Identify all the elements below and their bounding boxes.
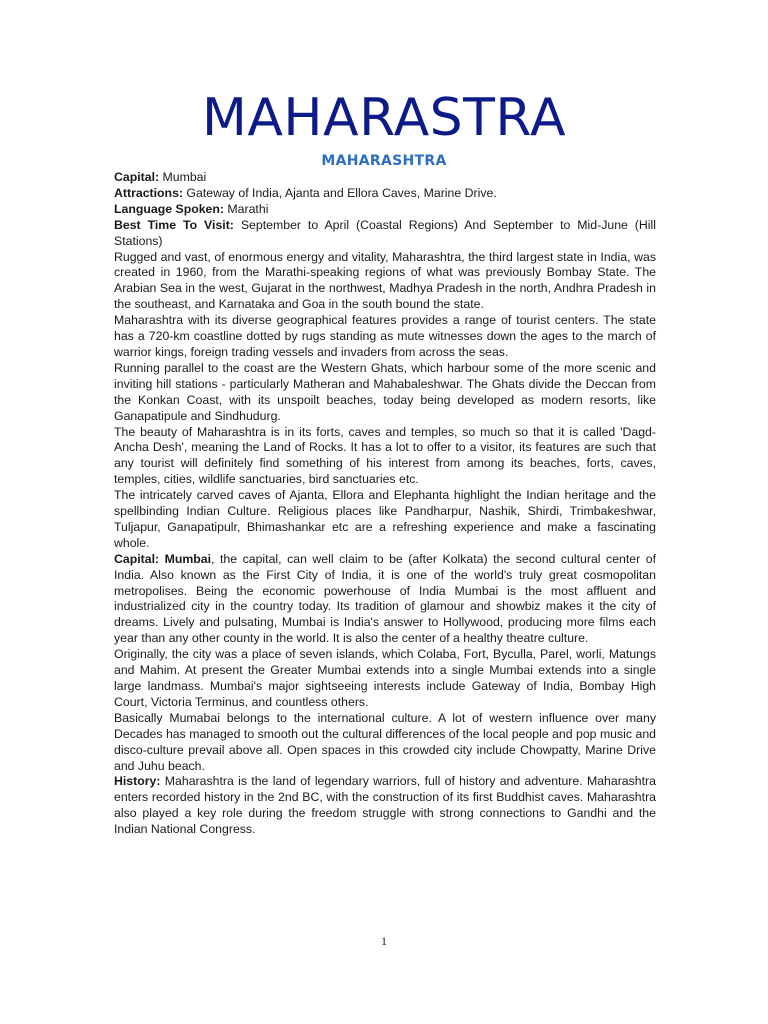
paragraph: Rugged and vast, of enormous energy and vitality, Maharashtra, the third largest state in India, was created in 1960, from the Marathi-speaking regions of what was previously Bombay State. The Arabian Sea in the west, Gujarat in the northwest, Madhya Pradesh in the north, Andhra Pradesh in the southeast, and Karnataka and Goa in the south bound the state. [114, 249, 656, 312]
fact-value: Marathi [224, 201, 269, 216]
paragraph: Basically Mumabai belongs to the international culture. A lot of western influence over many Decades has managed to smooth out the cultural differences of the local people and pop music and disco-culture prevail above all. Open spaces in this crowded city include Chowpatty, Marine Drive and Juhu beach. [114, 710, 656, 773]
page-title: MAHARASTRA [201, 88, 567, 148]
capital-text: , the capital, can well claim to be (after Kolkata) the second cultural center of India. Also known as the First City of India, it is one of the world's truly great cosmopolitan metropolises. Being the economic powerhouse of India Mumbai is the most affluent and industrialized city in the country today. Its tradition of glamour and showbiz makes it the city of dreams. Lively and pulsating, Mumbai is India's answer to Hollywood, producing more films each year than any other county in the world. It is also the center of a healthy theatre culture. [114, 551, 656, 646]
page-subtitle: MAHARASHTRA [321, 153, 447, 169]
fact-label: Capital: [114, 170, 160, 184]
history-text: Maharashtra is the land of legendary warriors, full of history and adventure. Maharashtra enters recorded history in the 2nd BC, with the construction of its first Buddhist caves. Maharashtra also played a key role during the freedom struggle with strong connections to Gandhi and the Indian National Congress. [114, 774, 656, 837]
fact-value: Mumbai [159, 170, 207, 184]
fact-label: Attractions: [114, 185, 184, 200]
fact-label: Best Time To Visit: [114, 217, 234, 232]
paragraph: Running parallel to the coast are the Western Ghats, which harbour some of the more scenic and inviting hill stations - particularly Matheran and Mahabaleshwar. The Ghats divide the Deccan from the Konkan Coast, with its unspoilt beaches, today being developed as modern resorts, like Ganapatipule and Sindhudurg. [114, 360, 656, 423]
paragraph: Maharashtra with its diverse geographical features provides a range of tourist centers. The state has a 720-km coastline dotted by rugs standing as mute witnesses down the ages to the march of warrior kings, foreign trading vessels and invaders from across the seas. [114, 313, 656, 359]
history-section [114, 774, 656, 838]
capital-section [114, 552, 656, 647]
fact-value: September to April (Coastal Regions) And September to Mid-June (Hill Stations) [114, 217, 656, 248]
fact-language [114, 202, 656, 218]
page-number: 1 [381, 934, 387, 948]
fact-capital [114, 170, 656, 186]
paragraph: Originally, the city was a place of seven islands, which Colaba, Fort, Byculla, Parel, worli, Matungs and Mahim. At present the Greater Mumbai extends into a single Mumbai extends into a single large landmass. Mumbai's major sightseeing interests include Gateway of India, Bombay High Court, Victoria Terminus, and countless others. [114, 647, 656, 709]
document-body [114, 170, 656, 838]
history-label: History: [114, 774, 161, 789]
capital-label: Capital: Mumbai [114, 551, 212, 566]
paragraph: The intricately carved caves of Ajanta, Ellora and Elephanta highlight the Indian heritage and the spellbinding Indian Culture. Religious places like Pandharpur, Nashik, Shirdi, Trimbakeshwar, Tuljapur, Ganapatipulr, Bhimashankar etc are a refreshing experience and make a fascinating whole. [114, 488, 656, 550]
paragraph: The beauty of Maharashtra is in its forts, caves and temples, so much so that it is called 'Dagd-Ancha Desh', meaning the Land of Rocks. It has a lot to offer to a visitor, its features are such that any tourist will definitely find something of his interest from among its beaches, forts, caves, temples, cities, wildlife sanctuaries, bird sanctuaries etc. [114, 424, 656, 487]
fact-label: Language Spoken: [114, 201, 224, 216]
fact-best-time [114, 218, 656, 250]
fact-value: Gateway of India, Ajanta and Ellora Caves, Marine Drive. [183, 185, 497, 200]
fact-attractions [114, 186, 656, 202]
